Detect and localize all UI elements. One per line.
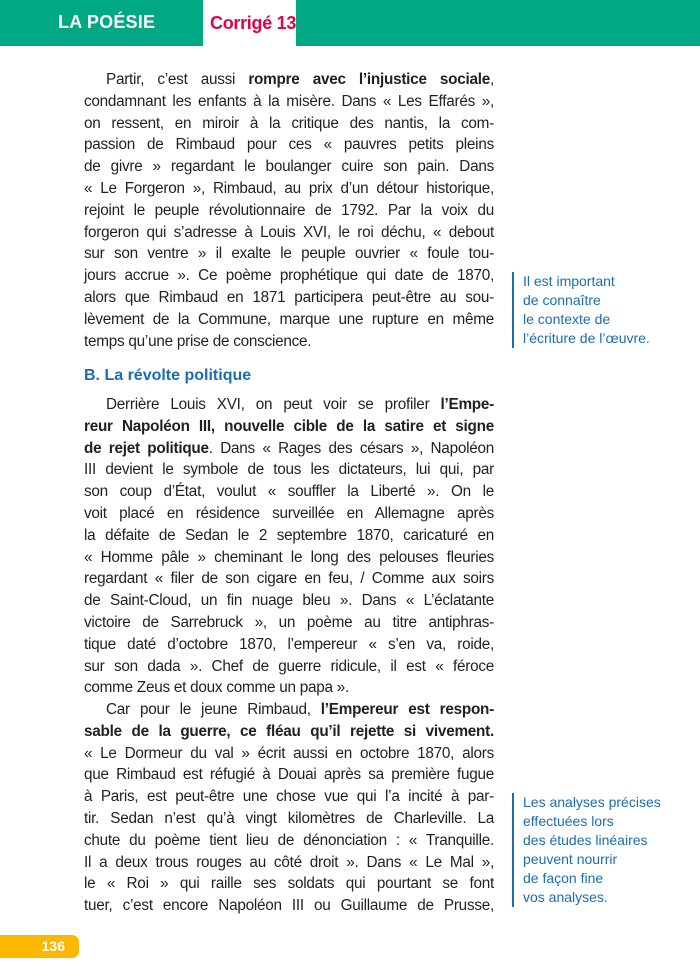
text-run: son coup d’État, voulut « souffler la Liberté ». On le	[84, 483, 494, 501]
text-run: « Le Dormeur du val » écrit aussi en octobre 1870, alors	[84, 744, 494, 762]
text-run: . Dans « Rages des césars », Napoléon	[208, 439, 495, 457]
note-line: l’écriture de l’œuvre.	[523, 330, 650, 346]
section-title: LA POÉSIE	[58, 12, 156, 32]
text-line	[84, 852, 494, 874]
text-line	[84, 612, 494, 634]
text-line	[84, 634, 494, 656]
chapter-tab	[203, 0, 296, 46]
note-line: des études linéaires	[523, 832, 648, 848]
text-line	[84, 481, 494, 503]
text-run: forgeron qui s’adresse à Louis XVI, le roi déchu, « debout	[84, 223, 494, 241]
text-line	[84, 69, 494, 91]
text-line	[84, 200, 494, 222]
text-line	[84, 503, 494, 525]
text-run: chute du poème tient lieu de dénonciation : « Tranquille.	[84, 831, 494, 849]
text-line	[84, 808, 494, 830]
text-run: le « Roi » qui raille ses soldats qui pourtant se font	[84, 875, 494, 893]
text-run: Partir, c’est aussi	[106, 71, 249, 88]
text-run: ,	[489, 71, 494, 88]
text-run: à Paris, est peut-être une chose vue qui l’a incité à par-	[84, 788, 494, 806]
text-run: lèvement de la Commune, marque une rupture en même	[84, 310, 494, 328]
bold-text: de rejet politique	[84, 439, 209, 457]
paragraph-social-injustice	[84, 69, 494, 352]
note-line: Les analyses précises	[523, 794, 661, 810]
text-line	[84, 895, 494, 917]
text-line	[84, 743, 494, 765]
text-run: « Le Forgeron », Rimbaud, au prix d’un détour historique,	[84, 179, 494, 197]
text-line	[84, 547, 494, 569]
text-line	[84, 134, 494, 156]
note-line: vos analyses.	[523, 889, 608, 905]
text-run: de Saint-Cloud, un fin nuage bleu ». Dans « L’éclatante	[84, 592, 494, 610]
note-line: de façon fine	[523, 870, 604, 886]
text-line	[84, 438, 494, 460]
text-line	[84, 873, 494, 895]
paragraph-political-revolt	[84, 394, 494, 699]
text-line	[84, 525, 494, 547]
text-line	[84, 459, 494, 481]
text-run: tique daté d’octobre 1870, l’empereur « s’en va, roide,	[84, 635, 494, 653]
margin-note-analyses	[512, 793, 661, 907]
text-run: comme Zeus et doux comme un papa ».	[84, 679, 350, 697]
text-line	[84, 113, 494, 135]
text-line	[84, 699, 494, 721]
text-run: victoire de Sarrebruck », un poème au titre antiphras-	[84, 613, 494, 631]
text-run: sur son ventre » il exalte le peuple ouvrier « foule tou-	[84, 245, 494, 263]
note-line: de connaître	[523, 292, 601, 308]
text-line	[84, 764, 494, 786]
text-line	[84, 830, 494, 852]
text-line	[84, 786, 494, 808]
text-line	[84, 309, 494, 331]
bold-text: l’Empereur est respon-	[320, 701, 494, 718]
note-line: Il est important	[523, 273, 615, 289]
text-run: tir. Sedan n’est qu’à vingt kilomètres de Charleville. La	[84, 809, 494, 827]
text-line	[84, 568, 494, 590]
bold-text: l’Empe-	[440, 396, 494, 413]
text-run: la défaite de Sedan le 2 septembre 1870, caricaturé en	[84, 526, 494, 544]
note-line: peuvent nourrir	[523, 851, 618, 867]
text-run: rejoint le peuple révolutionnaire de 1792. Par la voix du	[84, 201, 494, 219]
text-run: voit placé en résidence surveillée en Allemagne après	[84, 504, 494, 522]
text-run: passion de Rimbaud pour ces « pauvres petits pleins	[84, 136, 494, 154]
chapter-label: Corrigé 13	[210, 13, 297, 33]
text-line	[84, 416, 494, 438]
text-line	[84, 243, 494, 265]
text-run: Car pour le jeune Rimbaud,	[106, 701, 321, 718]
paragraph-emperor-war	[84, 699, 494, 917]
text-run: « Homme pâle » cheminant le long des pelouses fleuries	[84, 548, 494, 566]
bold-text: reur Napoléon III, nouvelle cible de la satire et signe	[84, 417, 494, 435]
text-run: sur son dada ». Chef de guerre ridicule, il est « féroce	[84, 657, 494, 675]
text-line	[84, 394, 494, 416]
text-line	[84, 222, 494, 244]
text-line	[84, 721, 494, 743]
text-run: alors que Rimbaud en 1871 participera peut-être au sou-	[84, 288, 494, 306]
note-line: effectuées lors	[523, 813, 614, 829]
text-run: que Rimbaud est réfugié à Douai après sa première fugue	[84, 766, 494, 784]
text-run: Il a deux trous rouges au côté droit ». Dans « Le Mal »,	[84, 853, 494, 871]
text-line	[84, 178, 494, 200]
text-line	[84, 156, 494, 178]
text-run: jours accrue ». Ce poème prophétique qui date de 1870,	[84, 267, 494, 285]
text-run: on ressent, en miroir à la critique des nantis, la com-	[84, 114, 494, 132]
bold-text: sable de la guerre, ce fléau qu’il rejette si vivement.	[84, 722, 494, 740]
text-line	[84, 265, 494, 287]
text-run: temps qu’une prise de conscience.	[84, 332, 312, 350]
header-bar	[0, 0, 700, 46]
text-line	[84, 287, 494, 309]
text-run: de givre » regardant le boulanger cuire son pain. Dans	[84, 158, 494, 176]
note-line: le contexte de	[523, 311, 611, 327]
section-heading-b: B. La révolte politique	[84, 367, 252, 384]
text-line	[84, 331, 494, 353]
text-line	[84, 590, 494, 612]
text-run: Derrière Louis XVI, on peut voir se profiler	[106, 396, 441, 413]
bold-text: rompre avec l’injustice sociale	[248, 71, 490, 88]
text-line	[84, 656, 494, 678]
margin-note-context	[512, 272, 650, 348]
text-run: condamnant les enfants à la misère. Dans « Les Effarés »,	[84, 92, 494, 110]
text-line	[84, 677, 494, 699]
text-run: regardant « filer de son cigare en feu, / Comme aux soirs	[84, 570, 494, 588]
page-number-badge	[0, 935, 79, 958]
text-run: tuer, c’est encore Napoléon III ou Guillaume de Prusse,	[84, 897, 494, 915]
page-number: 136	[41, 938, 65, 954]
text-run: III devient le symbole de tous les dictateurs, lui qui, par	[84, 461, 494, 479]
text-line	[84, 91, 494, 113]
